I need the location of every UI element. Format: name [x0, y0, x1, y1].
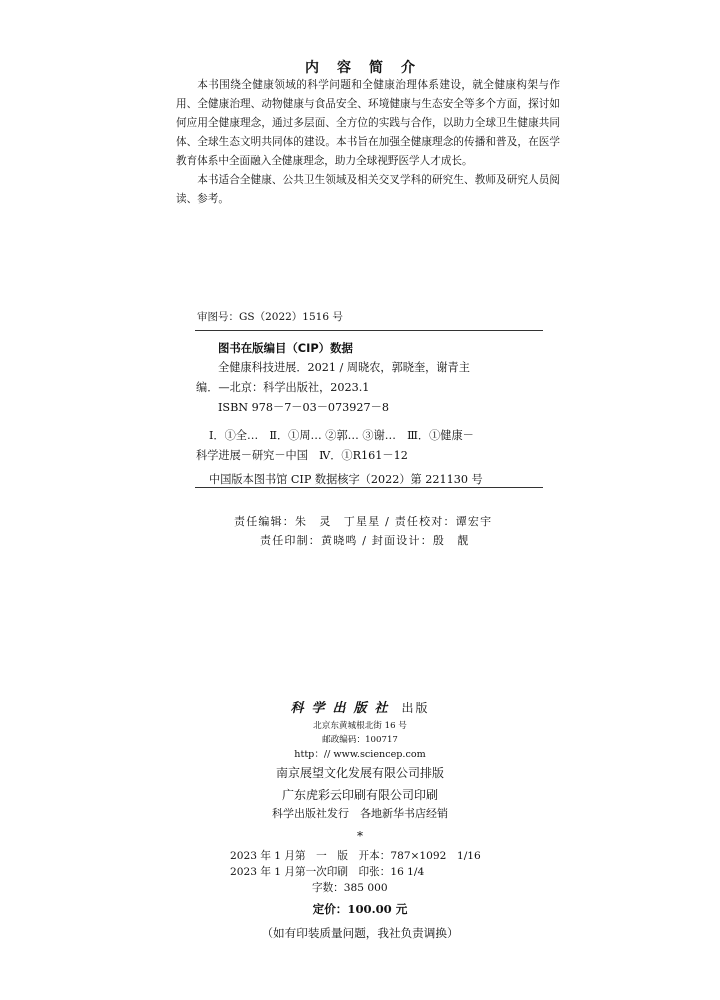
summary-title: 内容简介 [305, 60, 433, 76]
printer: 广东虎彩云印刷有限公司印刷 [281, 788, 438, 802]
summary-body [176, 76, 560, 209]
cip-top-divider [195, 330, 543, 331]
price: 定价：100.00 元 [312, 902, 408, 916]
map-approval-number: 审图号：GS（2022）1516 号 [197, 311, 343, 323]
publisher-address: 北京东黄城根北街 16 号 [313, 721, 407, 731]
summary-paragraph: 本书适合全健康、公共卫生领域及相关交叉学科的研究生、教师及研究人员阅读、参考。 [176, 174, 560, 205]
cip-line: 科学进展－研究－中国 Ⅳ．①R161－12 [196, 449, 408, 462]
staff-line: 责任印制：黄晓鸣 / 封面设计：殷 靓 [260, 534, 470, 547]
printing-line: 2023 年 1 月第一次印刷 印张：16 1/4 [230, 866, 425, 878]
publisher-action: 出版 [401, 701, 430, 715]
quality-note: （如有印装质量问题，我社负责调换） [261, 926, 459, 940]
cip-block [196, 338, 542, 490]
staff-line: 责任编辑：朱 灵 丁星星 / 责任校对：谭宏宇 [234, 515, 493, 528]
cip-line: Ⅰ．①全… Ⅱ．①周… ②郭… ③谢… Ⅲ．①健康－ [209, 429, 474, 442]
cip-record-number: 中国版本图书馆 CIP 数据核字（2022）第 221130 号 [209, 473, 483, 486]
edition-line: 2023 年 1 月第 一 版 开本：787×1092 1/16 [230, 850, 481, 862]
cip-heading: 图书在版编目（CIP）数据 [218, 341, 353, 355]
publisher-url: http：// www.sciencep.com [294, 749, 426, 760]
publisher-postcode: 邮政编码：100717 [322, 735, 398, 745]
cip-isbn: ISBN 978－7－03－073927－8 [218, 401, 389, 414]
print-specs [230, 848, 490, 896]
cip-line: 全健康科技进展．2021 / 周晓农，郭晓奎，谢青主 [218, 361, 470, 374]
summary-paragraph: 本书围绕全健康领域的科学问题和全健康治理体系建设，就全健康构架与作用、全健康治理、动物健康与食品安全、环境健康与生态安全等多个方面，探讨如何应用全健康理念，通过多层面、全方位的实践与合作，以助力全球卫生健康共同体、全球生态文明共同体的建设。本书旨在加强全健康理念的传播和普及，在医学教育体系中全面融入全健康理念，助力全球视野医学人才成长。 [176, 79, 560, 167]
typesetter: 南京展望文化发展有限公司排版 [275, 766, 444, 780]
publisher-logo: 科学出版社 [290, 701, 396, 716]
distribution: 科学出版社发行 各地新华书店经销 [272, 807, 448, 820]
word-count: 字数：385 000 [312, 882, 388, 894]
publisher-row [0, 698, 720, 719]
cip-line: 编．—北京：科学出版社，2023.1 [196, 381, 370, 394]
colophon [0, 698, 720, 942]
staff-credits [234, 512, 492, 550]
cip-bottom-divider [195, 487, 543, 488]
separator-star: * [357, 829, 363, 843]
